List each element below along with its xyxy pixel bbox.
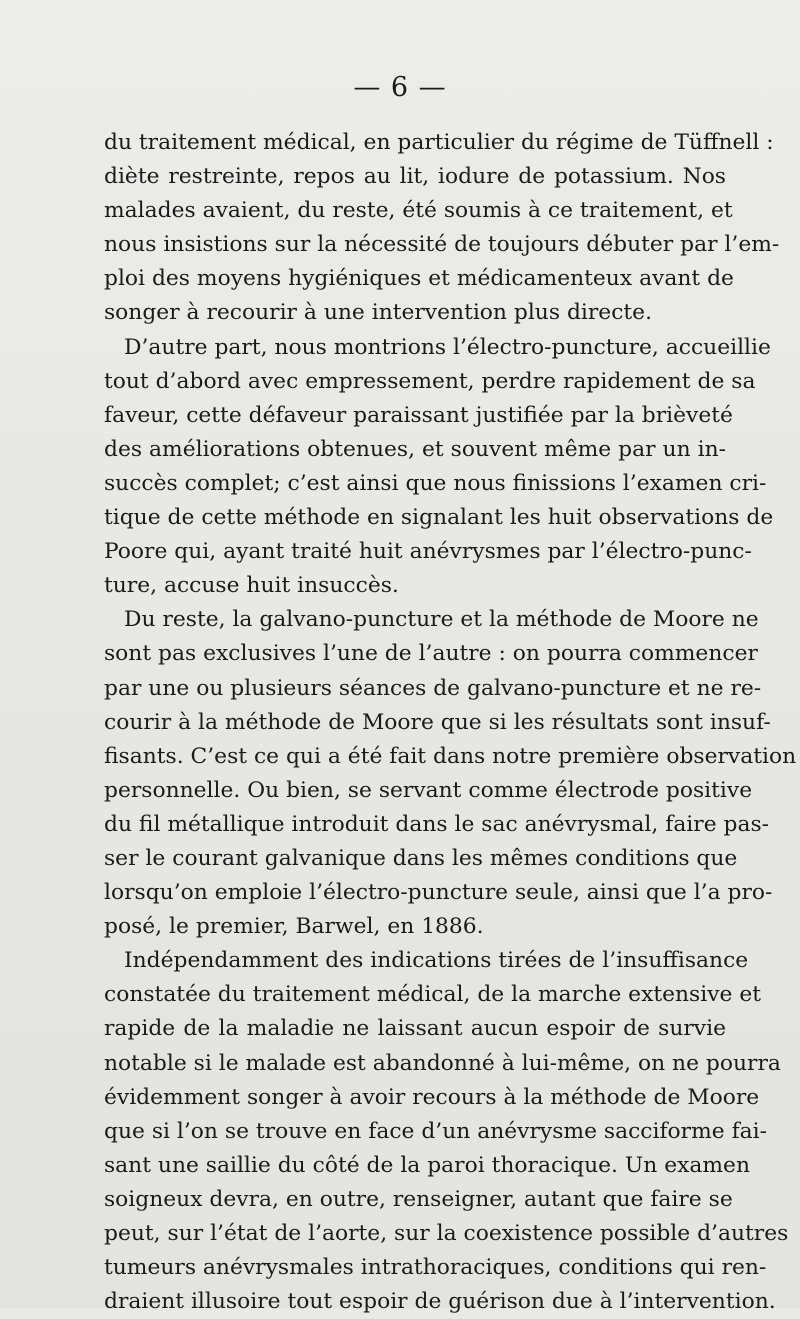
text-line: tout d’abord avec empressement, perdre rapidement de sa: [104, 368, 756, 394]
text-line: D’autre part, nous montrions l’électro-puncture, accueillie: [124, 334, 771, 360]
text-line: tique de cette méthode en signalant les huit observations de: [104, 505, 774, 531]
text-line: Poore qui, ayant traité huit anévrysmes par l’électro-punc-: [104, 539, 752, 565]
text-line: songer à recourir à une intervention plus directe.: [104, 300, 652, 326]
text-line: draient illusoire tout espoir de guérison due à l’intervention.: [104, 1289, 776, 1315]
text-line: posé, le premier, Barwel, en 1886.: [104, 914, 484, 940]
text-line: personnelle. Ou bien, se servant comme électrode positive: [104, 777, 753, 803]
text-line: diète restreinte, repos au lit, iodure de potassium. Nos: [104, 164, 726, 190]
text-line: courir à la méthode de Moore que si les résultats sont insuf-: [104, 709, 771, 735]
text-line: tumeurs anévrysmales intrathoraciques, conditions qui ren-: [104, 1255, 767, 1281]
text-line: sant une saillie du côté de la paroi thoracique. Un examen: [104, 1152, 750, 1178]
text-line: notable si le malade est abandonné à lui-même, on ne pourra: [104, 1050, 781, 1076]
text-line: Indépendamment des indications tirées de l’insuffisance: [124, 948, 749, 974]
text-line: constatée du traitement médical, de la marche extensive et: [104, 982, 762, 1008]
text-line: fisants. C’est ce qui a été fait dans notre première observation: [104, 743, 797, 769]
text-line: ploi des moyens hygiéniques et médicamenteux avant de: [104, 266, 734, 292]
text-line: du fil métallique introduit dans le sac anévrysmal, faire pas-: [104, 811, 770, 837]
page-number: — 6 —: [353, 72, 447, 103]
text-line: succès complet; c’est ainsi que nous finissions l’examen cri-: [104, 470, 767, 496]
text-line: des améliorations obtenues, et souvent même par un in-: [104, 436, 726, 462]
text-line: rapide de la maladie ne laissant aucun espoir de survie: [104, 1016, 726, 1042]
text-line: sont pas exclusives l’une de l’autre : on pourra commencer: [104, 641, 758, 667]
text-line: que si l’on se trouve en face d’un anévrysme sacciforme fai-: [104, 1118, 767, 1144]
text-line: ture, accuse huit insuccès.: [104, 573, 399, 599]
text-line: ser le courant galvanique dans les mêmes conditions que: [104, 845, 738, 871]
text-line: peut, sur l’état de l’aorte, sur la coexistence possible d’autres: [104, 1221, 789, 1246]
text-line: faveur, cette défaveur paraissant justifiée par la brièveté: [104, 402, 733, 428]
text-line: lorsqu’on emploie l’électro-puncture seule, ainsi que l’a pro-: [104, 880, 773, 906]
text-line: Du reste, la galvano-puncture et la méthode de Moore ne: [124, 607, 759, 633]
text-line: soigneux devra, en outre, renseigner, autant que faire se: [104, 1186, 733, 1212]
text-line: du traitement médical, en particulier du régime de Tüffnell :: [104, 130, 774, 155]
text-line: par une ou plusieurs séances de galvano-puncture et ne re-: [104, 675, 762, 701]
body-text: [104, 126, 797, 1319]
text-line: malades avaient, du reste, été soumis à ce traitement, et: [104, 198, 733, 224]
text-line: nous insistions sur la nécessité de toujours débuter par l’em-: [104, 232, 780, 258]
text-line: évidemment songer à avoir recours à la méthode de Moore: [104, 1084, 760, 1110]
